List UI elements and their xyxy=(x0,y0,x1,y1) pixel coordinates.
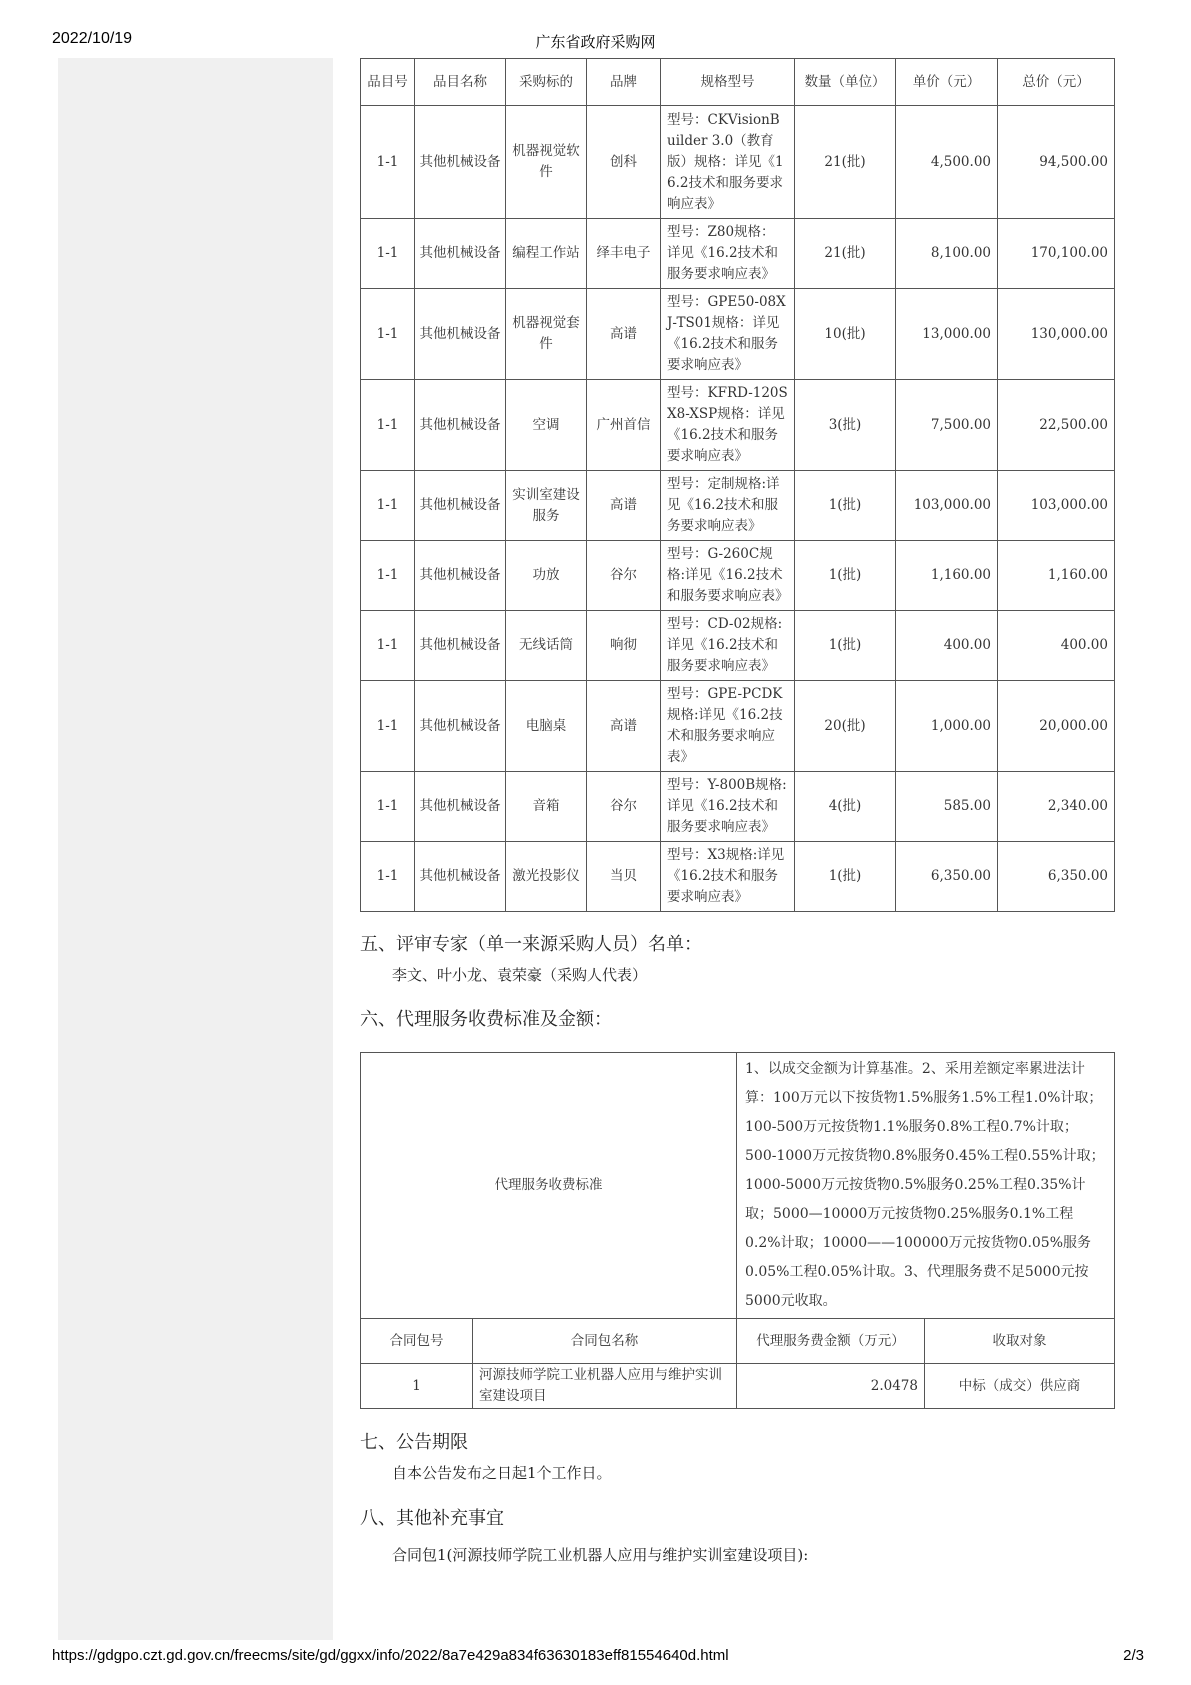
table-row xyxy=(361,611,1115,681)
fee-payer: 中标（成交）供应商 xyxy=(925,1364,1115,1409)
item-subject: 激光投影仪 xyxy=(506,842,587,912)
item-brand: 绎丰电子 xyxy=(587,219,661,289)
item-spec: 型号：GPE-PCDK规格:详见《16.2技术和服务要求响应表》 xyxy=(661,681,795,772)
section-8-content: 合同包1(河源技师学院工业机器人应用与维护实训室建设项目): xyxy=(392,1546,809,1564)
item-spec: 型号：CD-02规格:详见《16.2技术和服务要求响应表》 xyxy=(661,611,795,681)
item-brand: 高谱 xyxy=(587,471,661,541)
col-header-item-no: 品目号 xyxy=(361,59,415,106)
item-no: 1-1 xyxy=(361,842,415,912)
item-quantity: 1(批) xyxy=(795,541,896,611)
fee-amount: 2.0478 xyxy=(737,1364,925,1409)
item-brand: 当贝 xyxy=(587,842,661,912)
item-brand: 高谱 xyxy=(587,681,661,772)
item-category: 其他机械设备 xyxy=(415,541,506,611)
col-header-quantity: 数量（单位） xyxy=(795,59,896,106)
table-row xyxy=(361,380,1115,471)
item-no: 1-1 xyxy=(361,681,415,772)
item-no: 1-1 xyxy=(361,471,415,541)
item-subject: 机器视觉软件 xyxy=(506,106,587,219)
item-brand: 谷尔 xyxy=(587,541,661,611)
fee-standard-row xyxy=(361,1053,1115,1319)
item-total-price: 6,350.00 xyxy=(998,842,1115,912)
item-quantity: 1(批) xyxy=(795,611,896,681)
print-date: 2022/10/19 xyxy=(52,30,133,47)
section-7-heading: 七、公告期限 xyxy=(360,1432,468,1453)
item-unit-price: 13,000.00 xyxy=(896,289,998,380)
fee-pkg-no: 1 xyxy=(361,1364,473,1409)
fee-data-row xyxy=(361,1364,1115,1409)
item-unit-price: 400.00 xyxy=(896,611,998,681)
table-row xyxy=(361,681,1115,772)
section-5-heading: 五、评审专家（单一来源采购人员）名单： xyxy=(360,934,702,955)
item-total-price: 400.00 xyxy=(998,611,1115,681)
item-no: 1-1 xyxy=(361,219,415,289)
item-unit-price: 585.00 xyxy=(896,772,998,842)
item-unit-price: 1,000.00 xyxy=(896,681,998,772)
item-brand: 广州首信 xyxy=(587,380,661,471)
table-row xyxy=(361,219,1115,289)
table-row xyxy=(361,471,1115,541)
item-spec: 型号：Z80规格：详见《16.2技术和服务要求响应表》 xyxy=(661,219,795,289)
item-quantity: 4(批) xyxy=(795,772,896,842)
fee-pkg-name: 河源技师学院工业机器人应用与维护实训室建设项目 xyxy=(473,1364,737,1409)
item-unit-price: 4,500.00 xyxy=(896,106,998,219)
item-category: 其他机械设备 xyxy=(415,611,506,681)
item-total-price: 103,000.00 xyxy=(998,471,1115,541)
item-unit-price: 7,500.00 xyxy=(896,380,998,471)
item-subject: 空调 xyxy=(506,380,587,471)
item-brand: 谷尔 xyxy=(587,772,661,842)
item-brand: 高谱 xyxy=(587,289,661,380)
item-quantity: 21(批) xyxy=(795,106,896,219)
item-quantity: 21(批) xyxy=(795,219,896,289)
table-row xyxy=(361,106,1115,219)
item-no: 1-1 xyxy=(361,611,415,681)
section-5-content: 李文、叶小龙、袁荣豪（采购人代表） xyxy=(392,966,648,984)
item-total-price: 94,500.00 xyxy=(998,106,1115,219)
table-row xyxy=(361,842,1115,912)
left-sidebar-panel xyxy=(58,58,333,1640)
item-unit-price: 6,350.00 xyxy=(896,842,998,912)
item-spec: 型号：KFRD-120SX8-XSP规格：详见《16.2技术和服务要求响应表》 xyxy=(661,380,795,471)
page-url: https://gdgpo.czt.gd.gov.cn/freecms/site/gd/ggxx/info/2022/8a7e429a834f63630183eff81554640d.html xyxy=(52,1647,729,1664)
item-no: 1-1 xyxy=(361,541,415,611)
item-quantity: 20(批) xyxy=(795,681,896,772)
item-no: 1-1 xyxy=(361,380,415,471)
item-unit-price: 8,100.00 xyxy=(896,219,998,289)
item-spec: 型号：Y-800B规格:详见《16.2技术和服务要求响应表》 xyxy=(661,772,795,842)
site-title: 广东省政府采购网 xyxy=(535,33,656,51)
item-brand: 响彻 xyxy=(587,611,661,681)
fee-standard-text: 1、以成交金额为计算基准。2、采用差额定率累进法计算：100万元以下按货物1.5%服务1.5%工程1.0%计取；100-500万元按货物1.1%服务0.8%工程0.7%计取；500-1000万元按货物0.8%服务0.45%工程0.55%计取；1000-5000万元按货物0.5%服务0.25%工程0.35%计取；5000—10000万元按货物0.25%服务0.1%工程0.2%计取；10000——100000万元按货物0.05%服务0.05%工程0.05%计取。3、代理服务费不足5000元按5000元收取。 xyxy=(737,1053,1115,1319)
item-unit-price: 1,160.00 xyxy=(896,541,998,611)
item-category: 其他机械设备 xyxy=(415,681,506,772)
item-brand: 创科 xyxy=(587,106,661,219)
item-quantity: 3(批) xyxy=(795,380,896,471)
table-row xyxy=(361,289,1115,380)
item-subject: 实训室建设服务 xyxy=(506,471,587,541)
item-spec: 型号：CKVisionBuilder 3.0（教育版）规格：详见《16.2技术和服务要求响应表》 xyxy=(661,106,795,219)
col-header-total-price: 总价（元） xyxy=(998,59,1115,106)
item-category: 其他机械设备 xyxy=(415,289,506,380)
fee-standard-label: 代理服务收费标准 xyxy=(361,1053,737,1319)
fee-header-row xyxy=(361,1319,1115,1364)
fee-header-pkg-name: 合同包名称 xyxy=(473,1319,737,1364)
item-no: 1-1 xyxy=(361,772,415,842)
item-spec: 型号：X3规格:详见《16.2技术和服务要求响应表》 xyxy=(661,842,795,912)
item-subject: 电脑桌 xyxy=(506,681,587,772)
fee-header-amount: 代理服务费金额（万元） xyxy=(737,1319,925,1364)
item-subject: 音箱 xyxy=(506,772,587,842)
item-category: 其他机械设备 xyxy=(415,772,506,842)
col-header-brand: 品牌 xyxy=(587,59,661,106)
item-category: 其他机械设备 xyxy=(415,842,506,912)
item-no: 1-1 xyxy=(361,106,415,219)
fee-header-pkg-no: 合同包号 xyxy=(361,1319,473,1364)
item-subject: 无线话筒 xyxy=(506,611,587,681)
section-6-heading: 六、代理服务收费标准及金额： xyxy=(360,1009,612,1030)
item-subject: 机器视觉套件 xyxy=(506,289,587,380)
col-header-unit-price: 单价（元） xyxy=(896,59,998,106)
table-row xyxy=(361,541,1115,611)
item-category: 其他机械设备 xyxy=(415,380,506,471)
col-header-subject: 采购标的 xyxy=(506,59,587,106)
item-total-price: 2,340.00 xyxy=(998,772,1115,842)
item-subject: 编程工作站 xyxy=(506,219,587,289)
item-total-price: 130,000.00 xyxy=(998,289,1115,380)
item-subject: 功放 xyxy=(506,541,587,611)
item-quantity: 10(批) xyxy=(795,289,896,380)
fee-header-payer: 收取对象 xyxy=(925,1319,1115,1364)
item-total-price: 20,000.00 xyxy=(998,681,1115,772)
item-spec: 型号：GPE50-08XJ-TS01规格：详见《16.2技术和服务要求响应表》 xyxy=(661,289,795,380)
item-total-price: 22,500.00 xyxy=(998,380,1115,471)
page-number: 2/3 xyxy=(1123,1647,1144,1664)
item-no: 1-1 xyxy=(361,289,415,380)
agency-fee-table xyxy=(360,1052,1115,1409)
col-header-spec: 规格型号 xyxy=(661,59,795,106)
item-total-price: 1,160.00 xyxy=(998,541,1115,611)
item-quantity: 1(批) xyxy=(795,471,896,541)
item-unit-price: 103,000.00 xyxy=(896,471,998,541)
item-spec: 型号：G-260C规格:详见《16.2技术和服务要求响应表》 xyxy=(661,541,795,611)
item-category: 其他机械设备 xyxy=(415,471,506,541)
item-total-price: 170,100.00 xyxy=(998,219,1115,289)
items-table-header-row xyxy=(361,59,1115,106)
item-category: 其他机械设备 xyxy=(415,106,506,219)
col-header-item-name: 品目名称 xyxy=(415,59,506,106)
procurement-items-table xyxy=(360,58,1115,912)
table-row xyxy=(361,772,1115,842)
item-spec: 型号：定制规格:详见《16.2技术和服务要求响应表》 xyxy=(661,471,795,541)
item-quantity: 1(批) xyxy=(795,842,896,912)
item-category: 其他机械设备 xyxy=(415,219,506,289)
section-8-heading: 八、其他补充事宜 xyxy=(360,1508,504,1529)
section-7-content: 自本公告发布之日起1个工作日。 xyxy=(392,1464,612,1482)
